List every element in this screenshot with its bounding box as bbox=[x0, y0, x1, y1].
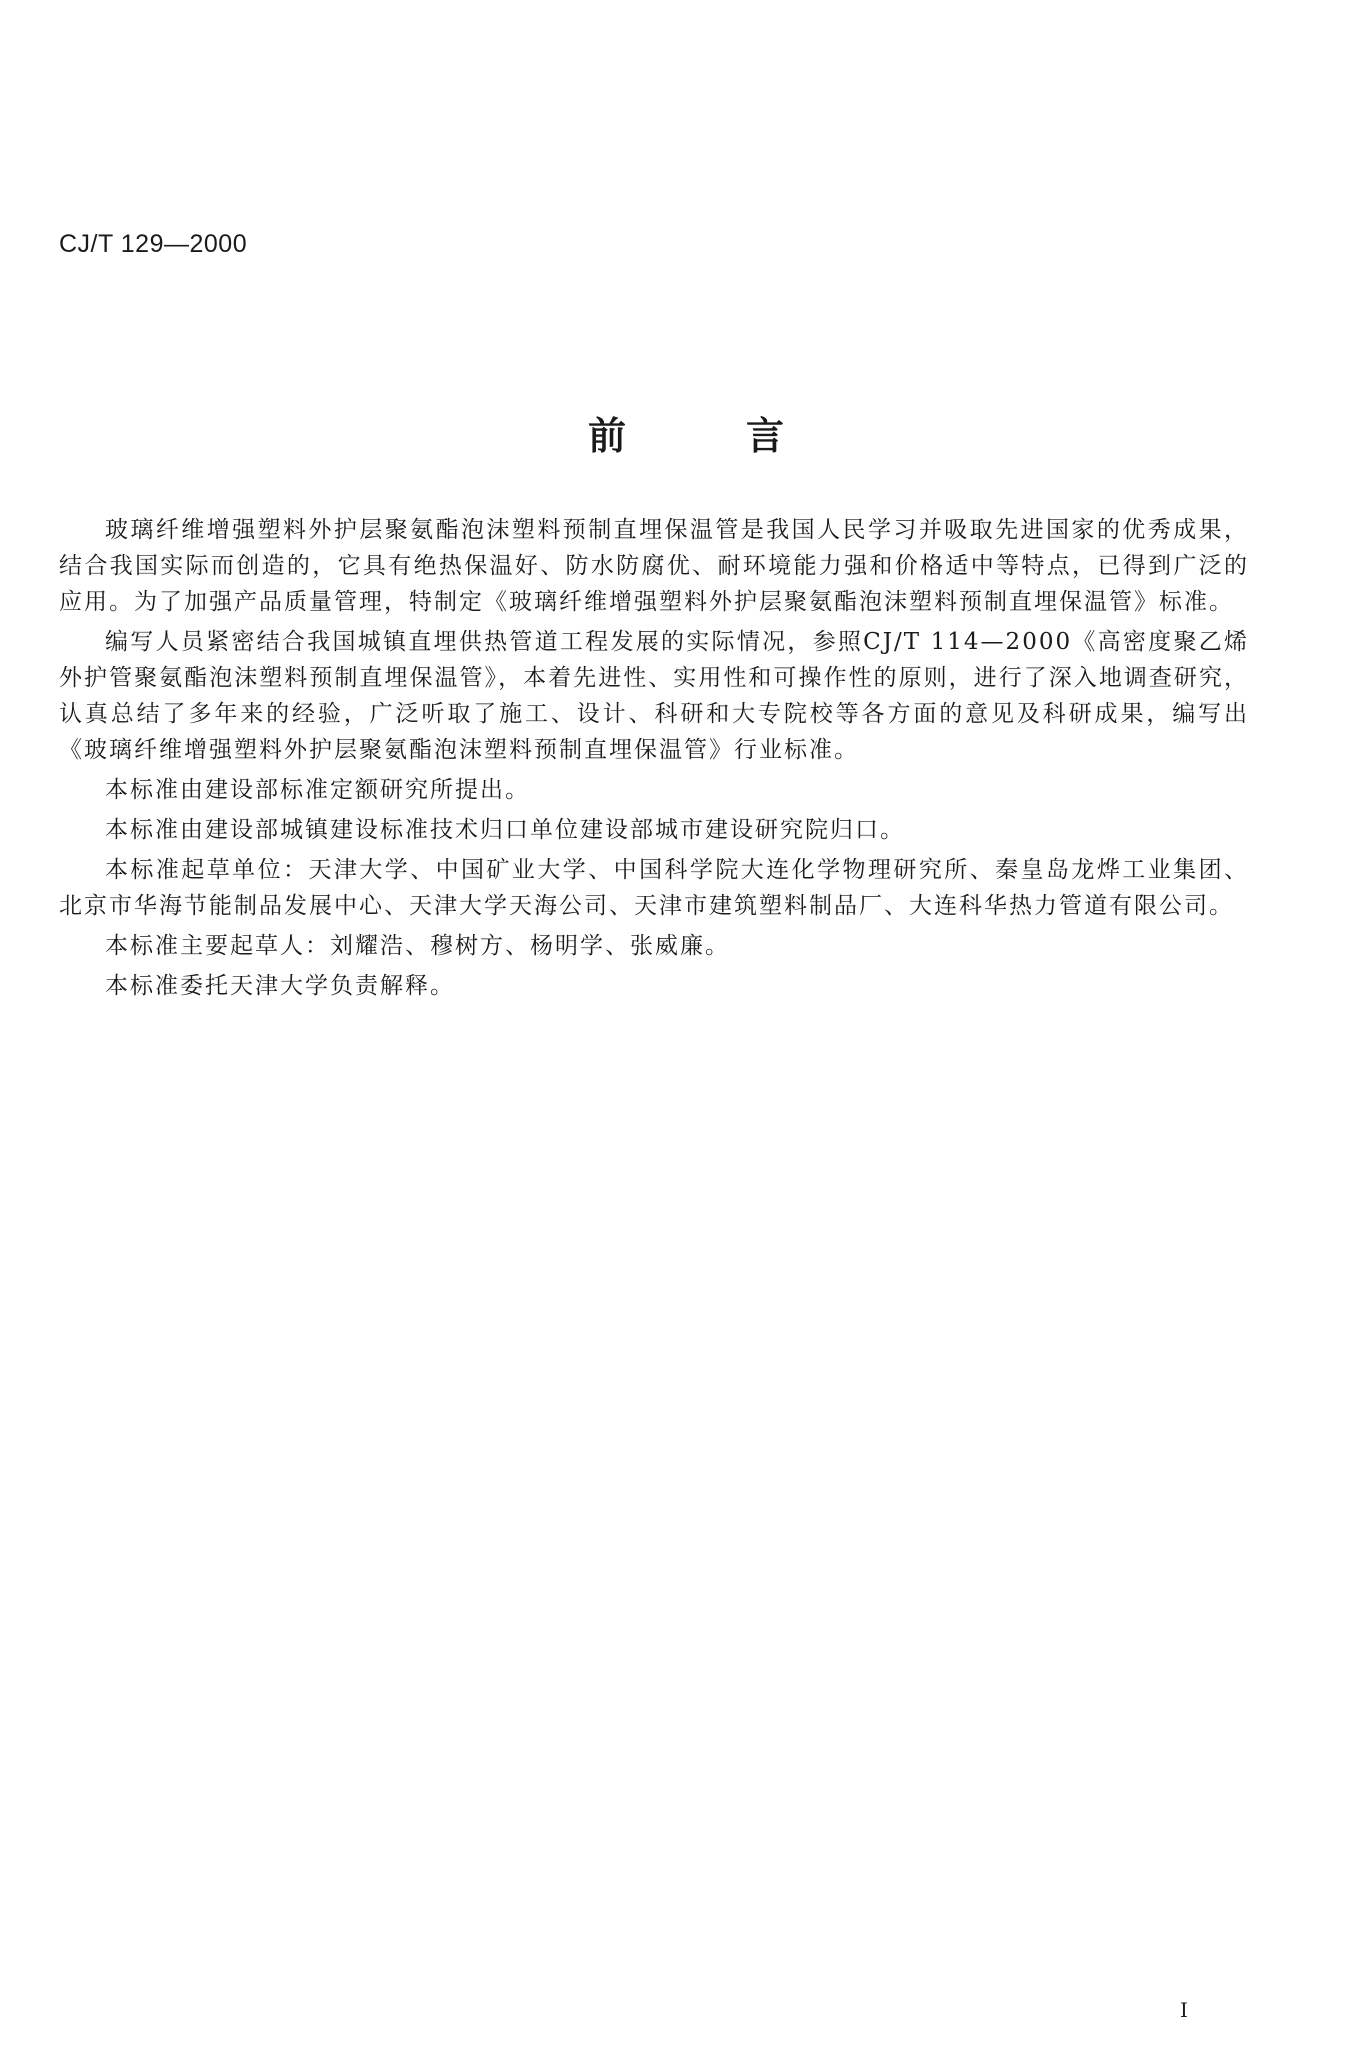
paragraph: 本标准由建设部城镇建设标准技术归口单位建设部城市建设研究院归口。 bbox=[105, 817, 905, 843]
page-title: 前言 bbox=[587, 414, 904, 458]
page-number: I bbox=[1180, 1998, 1188, 2022]
paragraph: 本标准由建设部标准定额研究所提出。 bbox=[105, 777, 530, 803]
paragraph: 本标准主要起草人：刘耀浩、穆树方、杨明学、张威廉。 bbox=[105, 933, 730, 959]
foreword-body bbox=[59, 512, 1249, 1008]
paragraph: 编写人员紧密结合我国城镇直埋供热管道工程发展的实际情况，参照CJ/T 114—2000《高密度聚乙烯外护管聚氨酯泡沫塑料预制直埋保温管》，本着先进性、实用性和可操作性的原则，进行了深入地调查研究，认真总结了多年来的经验，广泛听取了施工、设计、科研和大专院校等各方面的意见及科研成果，编写出《玻璃纤维增强塑料外护层聚氨酯泡沫塑料预制直埋保温管》行业标准。 bbox=[59, 629, 1249, 763]
paragraph: 玻璃纤维增强塑料外护层聚氨酯泡沫塑料预制直埋保温管是我国人民学习并吸取先进国家的优秀成果，结合我国实际而创造的，它具有绝热保温好、防水防腐优、耐环境能力强和价格适中等特点，已得到广泛的应用。为了加强产品质量管理，特制定《玻璃纤维增强塑料外护层聚氨酯泡沫塑料预制直埋保温管》标准。 bbox=[59, 517, 1249, 615]
standard-code: CJ/T 129—2000 bbox=[59, 230, 248, 258]
paragraph: 本标准委托天津大学负责解释。 bbox=[105, 973, 455, 999]
paragraph: 本标准起草单位：天津大学、中国矿业大学、中国科学院大连化学物理研究所、秦皇岛龙烨工业集团、北京市华海节能制品发展中心、天津大学天海公司、天津市建筑塑料制品厂、大连科华热力管道有限公司。 bbox=[59, 857, 1249, 919]
